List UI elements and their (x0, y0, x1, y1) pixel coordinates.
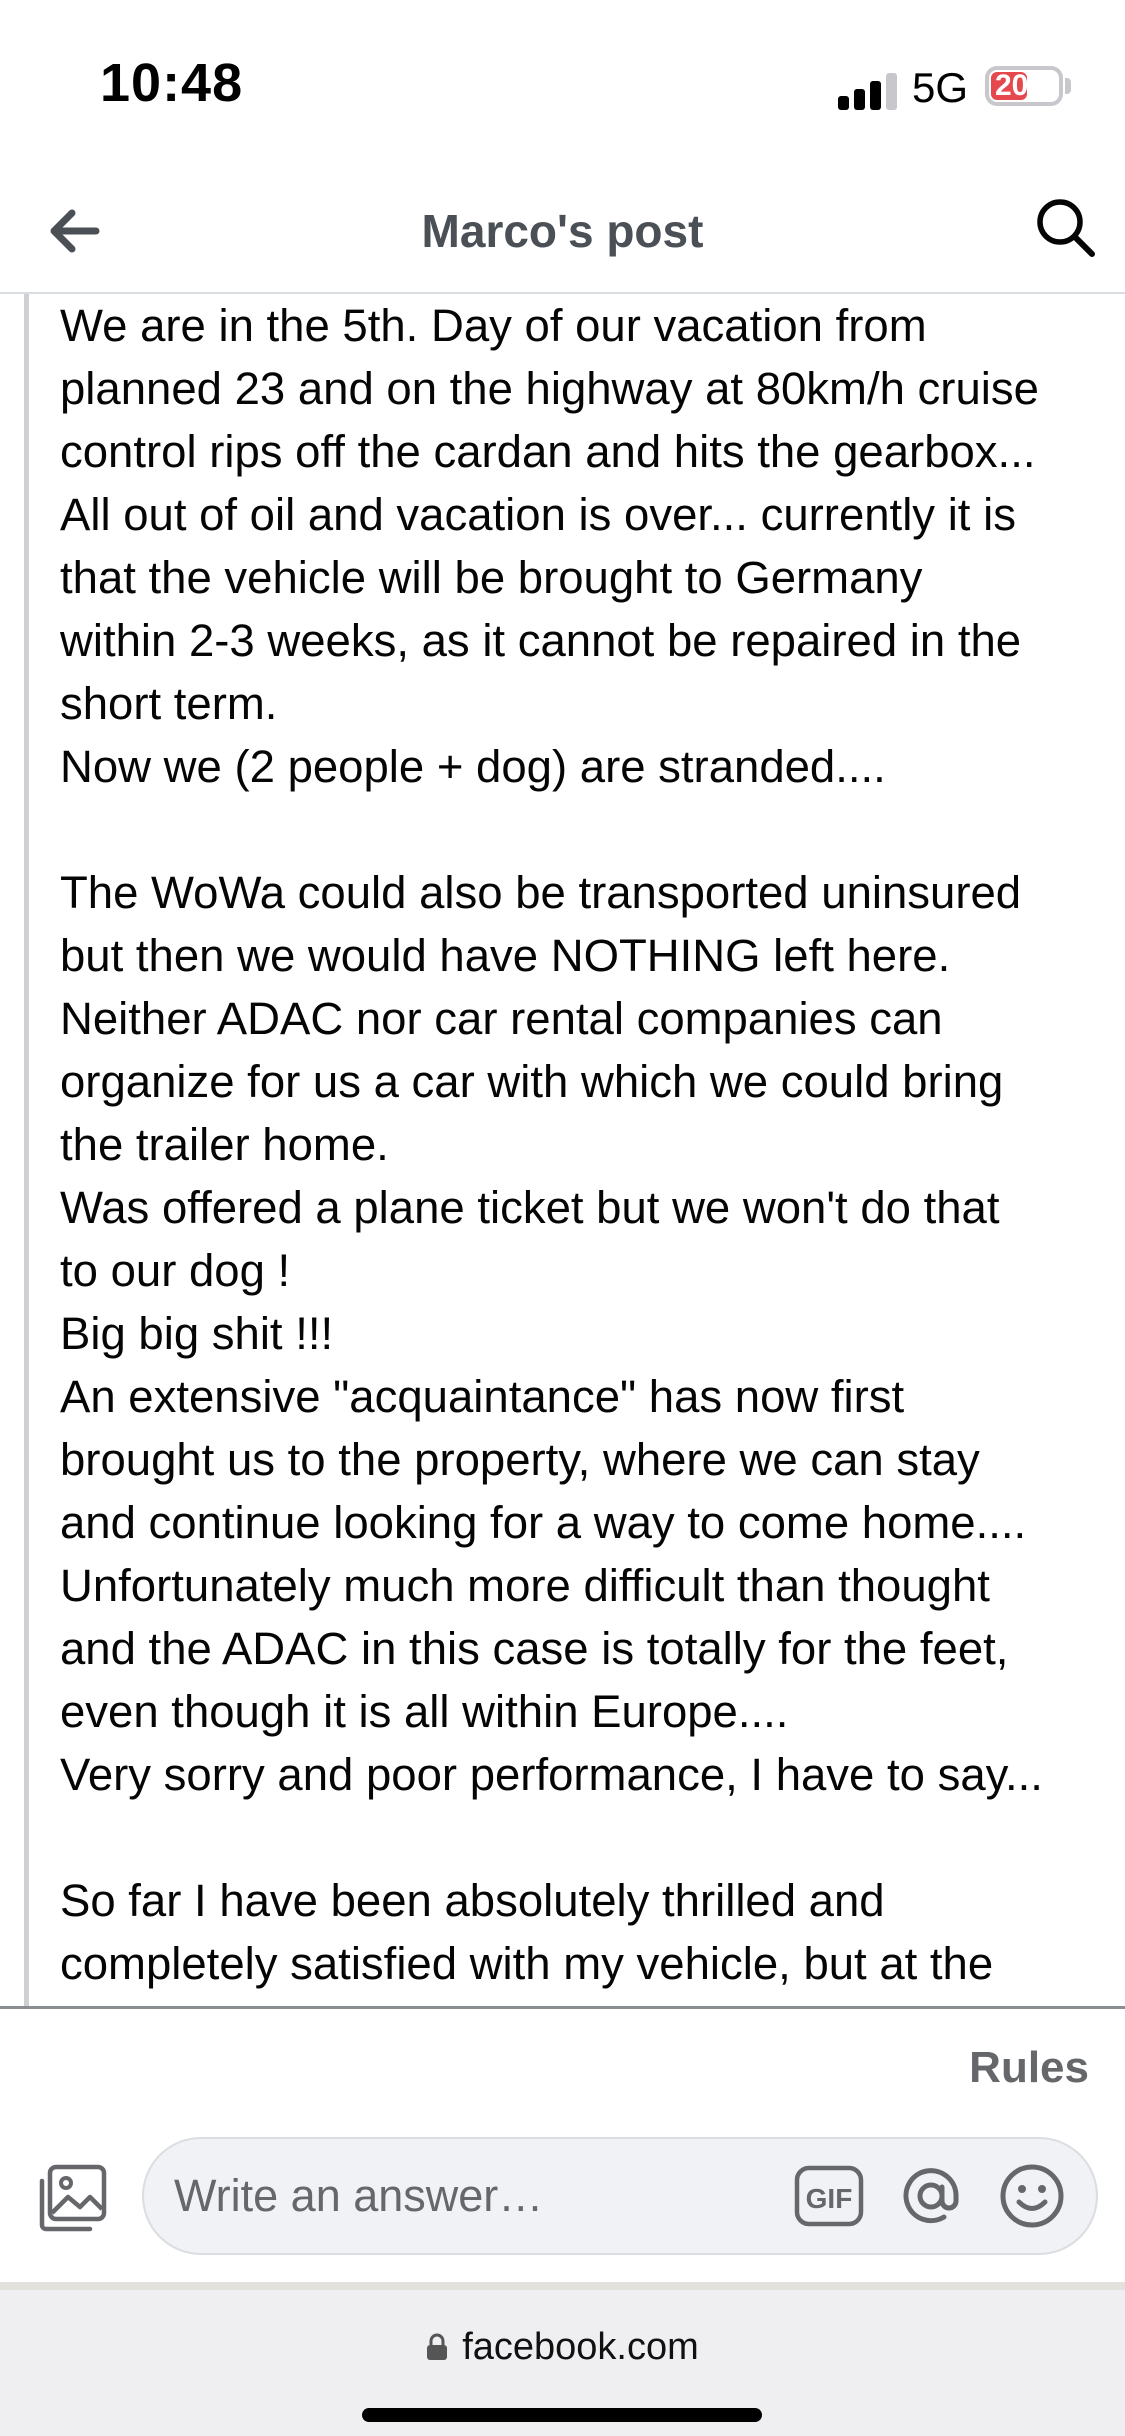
post-line: and the ADAC in this case is totally for the feet, (60, 1623, 1009, 1674)
answer-input[interactable] (174, 2139, 734, 2253)
rules-link[interactable]: Rules (969, 2043, 1089, 2092)
svg-text:GIF: GIF (805, 2183, 853, 2214)
mention-button[interactable] (896, 2161, 966, 2231)
post-line (60, 798, 1105, 861)
app-header (0, 180, 1125, 294)
post-line: to our dog ! (60, 1245, 291, 1296)
browser-bar (0, 2282, 1125, 2436)
answer-box (142, 2137, 1098, 2255)
post-line: Was offered a plane ticket but we won't do that (60, 1182, 1000, 1233)
smiley-icon (997, 2161, 1067, 2231)
post-line: All out of oil and vacation is over... currently it is (60, 489, 1016, 540)
post-line: So far I have been absolutely thrilled and (60, 1875, 885, 1926)
post-line: within 2-3 weeks, as it cannot be repaired in the (60, 615, 1022, 666)
url-bar[interactable] (0, 2326, 1125, 2369)
home-indicator[interactable] (362, 2408, 762, 2422)
photo-icon (36, 2161, 110, 2235)
search-button[interactable] (1030, 192, 1102, 264)
post-line: but then we would have NOTHING left here. (60, 930, 951, 981)
emoji-button[interactable] (997, 2161, 1067, 2231)
post-text (60, 294, 1105, 1995)
post-line: An extensive "acquaintance" has now first (60, 1371, 905, 1422)
post-line: short term. (60, 678, 278, 729)
post-line: the trailer home. (60, 1119, 389, 1170)
battery-icon (985, 66, 1063, 106)
post-line: Big big shit !!! (60, 1308, 334, 1359)
post-line: The WoWa could also be transported uninsured (60, 867, 1022, 918)
post-line: even though it is all within Europe.... (60, 1686, 789, 1737)
battery-nub (1065, 78, 1071, 94)
post-line: that the vehicle will be brought to Germany (60, 552, 923, 603)
post-line: completely satisfied with my vehicle, but at the (60, 1938, 994, 1989)
post-content (0, 294, 1125, 2006)
photo-button[interactable] (36, 2161, 110, 2235)
battery-level: 20 (991, 72, 1027, 100)
post-line (60, 1806, 1105, 1869)
cellular-signal-icon (838, 70, 898, 110)
post-line: Now we (2 people + dog) are stranded.... (60, 741, 886, 792)
post-line: Unfortunately much more difficult than thought (60, 1560, 990, 1611)
gif-icon (794, 2165, 864, 2227)
status-time: 10:48 (100, 53, 244, 113)
post-line: We are in the 5th. Day of our vacation from (60, 300, 927, 351)
network-type: 5G (912, 64, 969, 111)
post-line: planned 23 and on the highway at 80km/h cruise (60, 363, 1039, 414)
post-line: organize for us a car with which we could bring (60, 1056, 1004, 1107)
status-bar (0, 0, 1125, 180)
comment-composer (0, 2006, 1125, 2282)
post-line: Neither ADAC nor car rental companies can (60, 993, 943, 1044)
at-icon (896, 2161, 966, 2231)
post-line: brought us to the property, where we can stay (60, 1434, 980, 1485)
page-title: Marco's post (421, 205, 704, 257)
post-line: Very sorry and poor performance, I have to say... (60, 1749, 1043, 1800)
url-text: facebook.com (462, 2326, 699, 2368)
post-line: and continue looking for a way to come home.... (60, 1497, 1027, 1548)
lock-icon (426, 2333, 448, 2361)
magnifier-icon (1030, 192, 1102, 264)
quote-bar (24, 294, 29, 2006)
gif-button[interactable] (794, 2165, 864, 2227)
post-line: control rips off the cardan and hits the gearbox... (60, 426, 1036, 477)
